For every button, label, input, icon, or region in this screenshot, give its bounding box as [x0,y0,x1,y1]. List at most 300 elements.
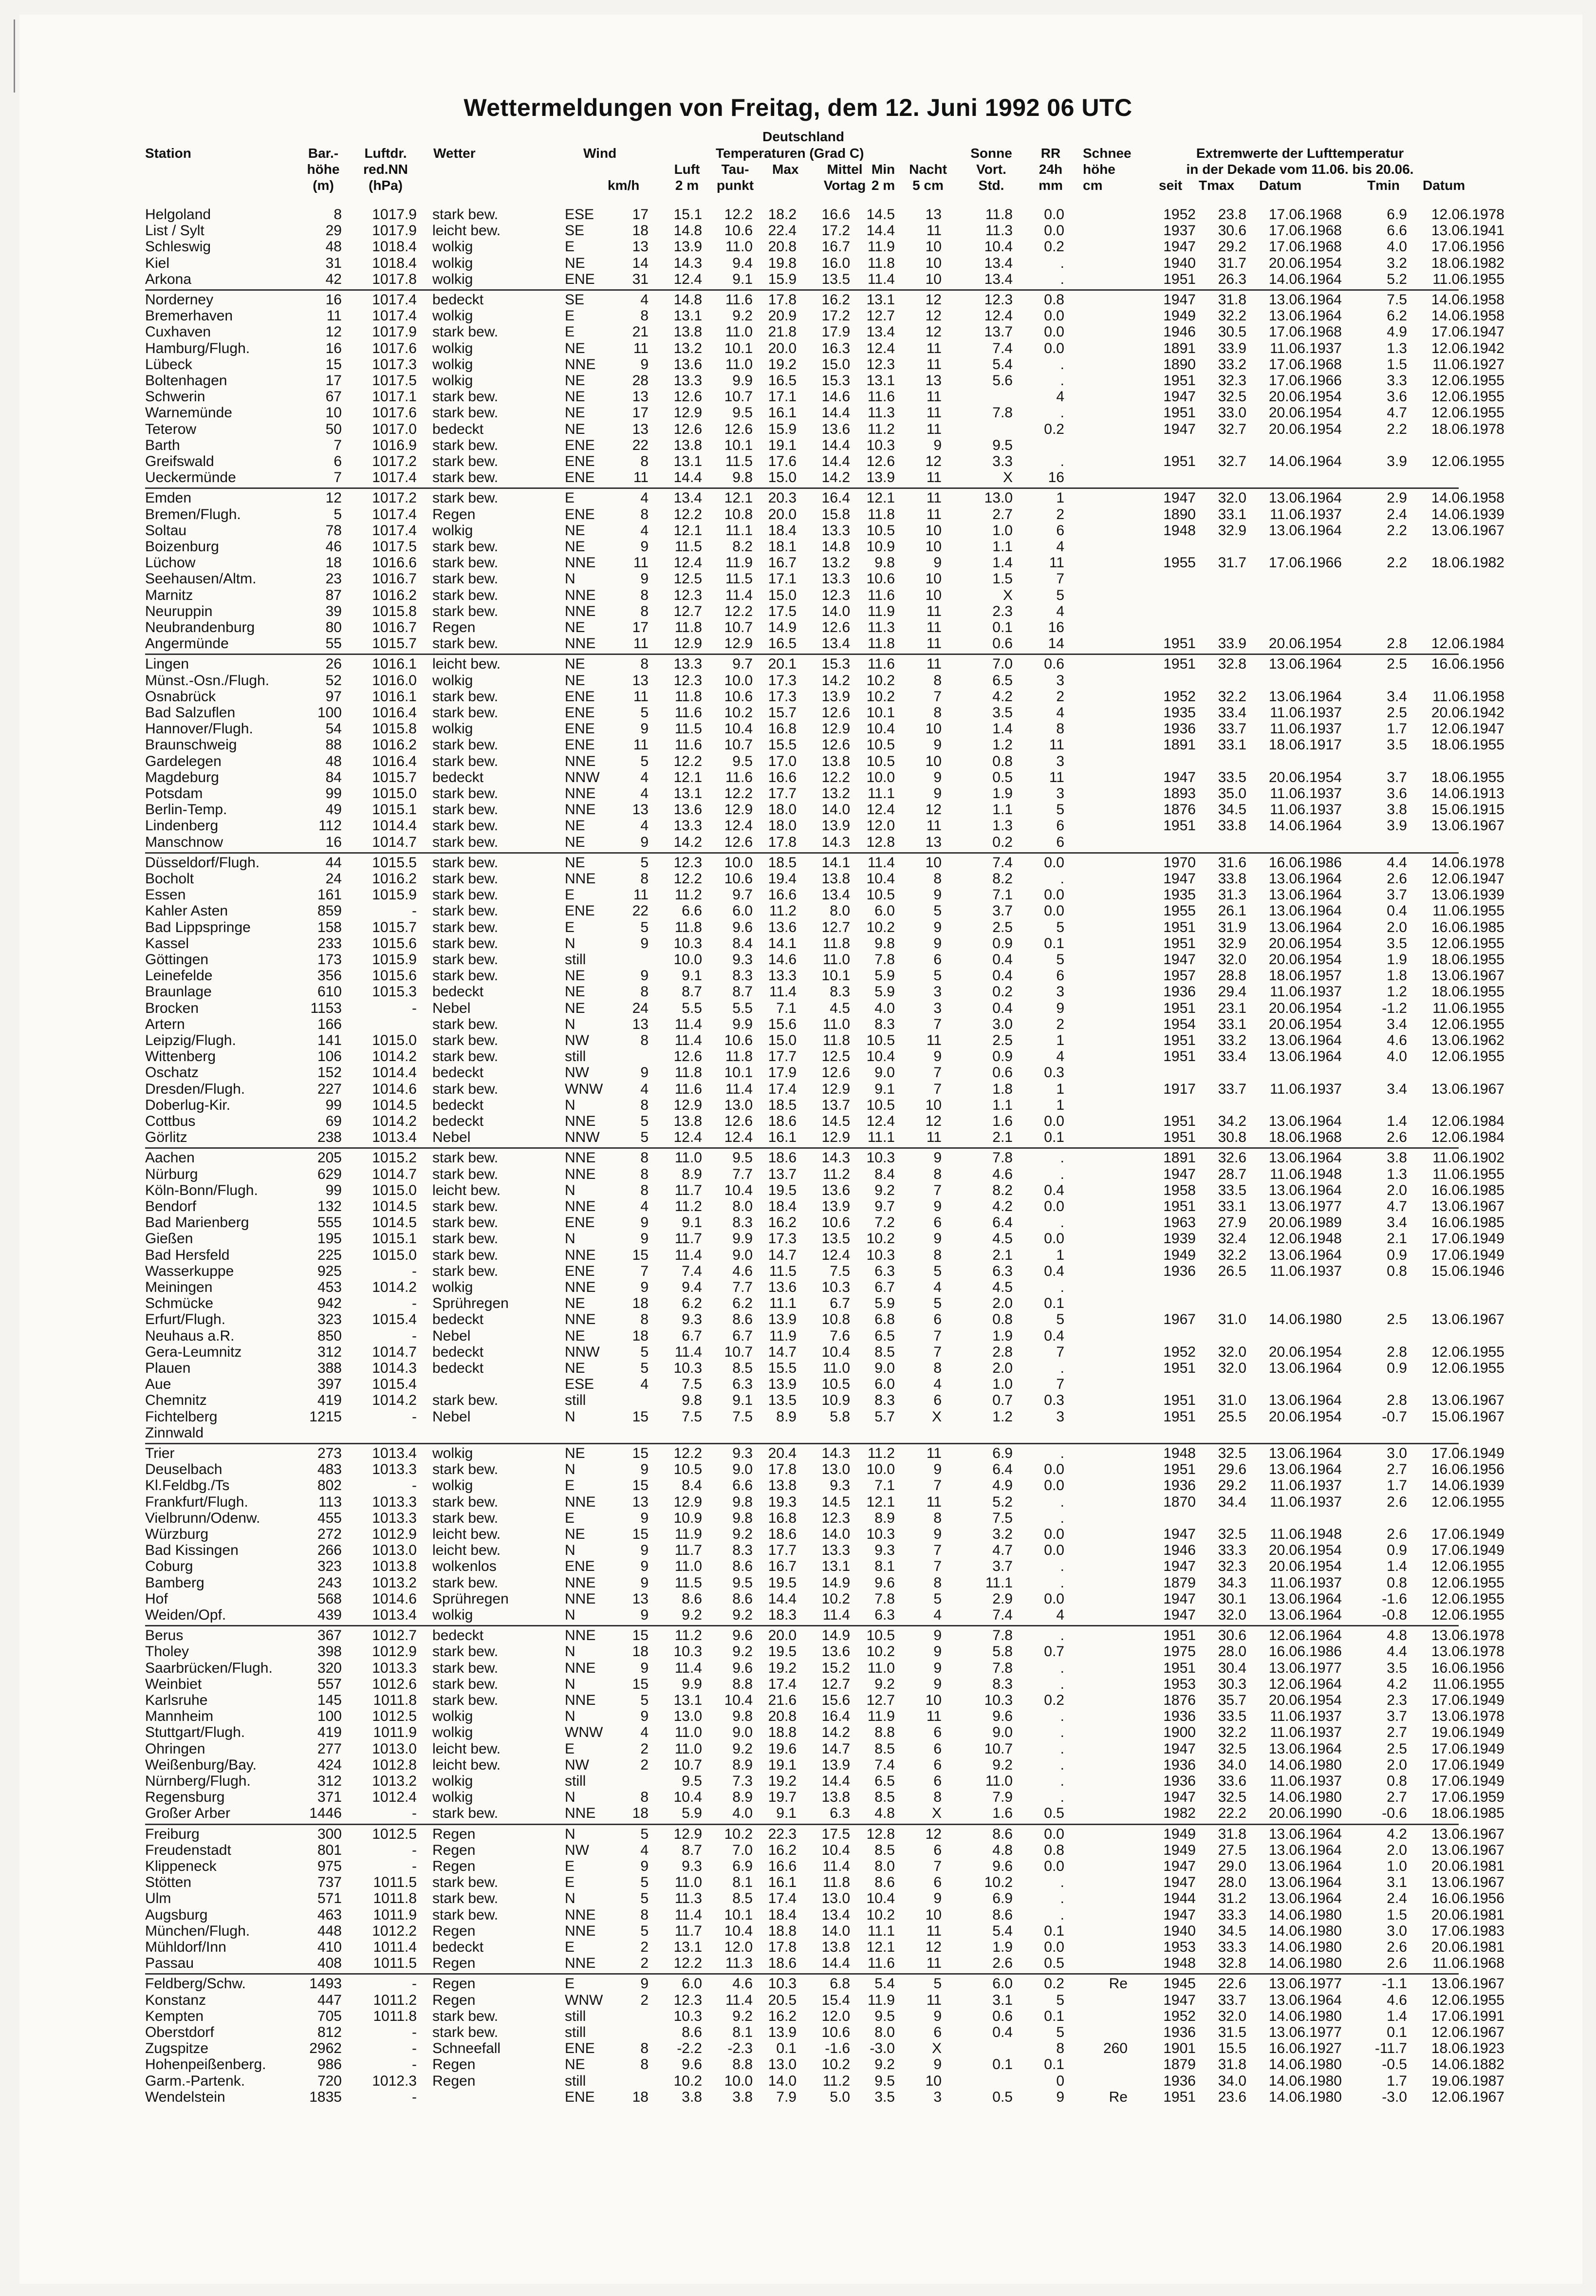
cell-tmin: 4.4 [1387,854,1407,871]
cell-temp-nacht: 7 [933,1477,942,1494]
table-row [0,1708,1596,1724]
cell-wind-richtung: NNE [565,1660,596,1676]
cell-bar-hoehe: 166 [317,1016,342,1032]
group-separator [145,1973,1459,1975]
cell-station-name: Feldberg/Schw. [145,1976,246,1992]
cell-tmax-datum: 14.06.1980 [1268,2008,1342,2024]
cell-bar-hoehe: 802 [317,1477,342,1494]
cell-tmax-datum: 20.06.1954 [1268,421,1342,437]
cell-tmin: 0.9 [1387,1247,1407,1263]
cell-taupunkt: 8.2 [732,539,753,555]
cell-tmax-datum: 20.06.1954 [1268,635,1342,652]
cell-seit: 1947 [1163,1740,1196,1757]
group-separator [145,487,1459,489]
cell-temp-mittel: 12.0 [821,2008,850,2024]
cell-wind-richtung: NE [565,1526,585,1542]
cell-luftdruck: 1014.2 [372,1113,417,1129]
cell-wind-kmh: 8 [640,1311,649,1328]
cell-tmin: 4.4 [1387,1643,1407,1660]
cell-niederschlag: . [1060,1756,1064,1773]
cell-temp-min: 5.7 [874,1408,895,1425]
cell-sonne: 7.8 [992,1627,1013,1644]
cell-wind-richtung: NE [565,2056,585,2073]
cell-temp-mittel: 14.4 [821,1773,850,1789]
cell-temp-luft: 9.1 [682,968,702,984]
cell-tmin: 2.6 [1387,1526,1407,1542]
cell-sonne: 9.0 [992,1724,1013,1741]
cell-wetter: stark bew. [432,1231,499,1247]
cell-taupunkt: 6.9 [732,1858,753,1874]
table-row [0,1805,1596,1821]
cell-temp-luft: 10.5 [673,1461,702,1478]
cell-tmax-datum: 11.06.1948 [1270,1526,1342,1542]
header-min: Min 2 m [871,162,895,193]
cell-niederschlag: 11 [1049,737,1064,753]
cell-bar-hoehe: 49 [325,802,342,818]
cell-tmax: 33.0 [1218,405,1246,421]
table-row [0,2040,1596,2056]
cell-seit: 1953 [1163,1939,1196,1955]
cell-temp-min: 13.1 [866,373,895,389]
cell-seit: 1951 [1163,1660,1196,1676]
cell-temp-mittel: 14.7 [821,1740,850,1757]
cell-temp-nacht: 10 [925,255,942,271]
cell-temp-max: 19.5 [768,1574,797,1591]
cell-temp-mittel: 14.3 [821,1150,850,1166]
cell-temp-luft: 8.9 [682,1166,702,1182]
cell-temp-max: 16.5 [768,373,797,389]
cell-seit: 1936 [1163,984,1196,1000]
cell-wind-kmh: 9 [640,1231,649,1247]
table-row [0,1627,1596,1643]
cell-wetter: bedeckt [432,1627,484,1644]
cell-sonne: 1.2 [992,1408,1013,1425]
cell-niederschlag: 9 [1056,2089,1064,2105]
cell-wetter: Regen [432,1842,476,1858]
cell-tmin: 1.2 [1387,984,1407,1000]
cell-wetter: stark bew. [432,1247,499,1263]
cell-luftdruck: - [412,1295,417,1312]
cell-tmin-datum: 13.06.1967 [1431,818,1504,834]
cell-taupunkt: 12.6 [724,834,753,850]
cell-sonne: 8.6 [992,1906,1013,1923]
cell-wind-richtung: ENE [565,721,595,737]
cell-wetter: Sprühregen [432,1590,509,1607]
cell-tmin: 4.7 [1387,405,1407,421]
cell-temp-min: 10.0 [866,1461,895,1478]
cell-tmax: 32.5 [1218,1526,1246,1542]
cell-tmin-datum: 13.06.1967 [1431,1198,1504,1214]
cell-seit: 1947 [1163,1558,1196,1575]
cell-tmax-datum: 11.06.1937 [1270,1493,1342,1510]
cell-taupunkt: 11.9 [725,555,753,571]
cell-wetter: stark bew. [432,1574,499,1591]
cell-temp-nacht: 11 [926,1923,942,1939]
cell-temp-max: 16.1 [768,1129,797,1146]
cell-seit: 1951 [1163,1129,1196,1146]
cell-tmax: 32.2 [1218,1247,1246,1263]
cell-station-name: Greifswald [145,453,214,469]
cell-station-name: Bremerhaven [145,308,233,324]
cell-bar-hoehe: 801 [317,1842,342,1858]
cell-temp-mittel: 13.4 [821,887,850,903]
cell-temp-luft: 9.5 [682,1773,702,1789]
cell-tmax: 34.0 [1218,1756,1246,1773]
cell-tmin: 4.6 [1387,1032,1407,1048]
cell-wetter: stark bew. [432,818,499,834]
cell-tmin: 1.5 [1387,356,1407,373]
cell-luftdruck: 1015.8 [372,721,417,737]
cell-luftdruck: 1011.4 [373,1939,417,1955]
cell-taupunkt: 9.2 [732,1643,753,1660]
cell-bar-hoehe: 100 [317,1708,342,1725]
cell-wetter: bedeckt [432,984,484,1000]
cell-seit: 1947 [1163,1166,1196,1182]
cell-sonne: 7.9 [992,1789,1013,1806]
cell-tmax: 32.5 [1218,1445,1246,1461]
cell-wind-kmh: 18 [632,2089,649,2105]
cell-tmin-datum: 12.06.1978 [1431,206,1504,223]
cell-bar-hoehe: 132 [317,1198,342,1214]
cell-tmin-datum: 18.06.1985 [1431,1805,1504,1822]
cell-taupunkt: 3.8 [732,2089,753,2105]
cell-temp-nacht: 3 [933,1000,942,1016]
cell-seit: 1953 [1163,1676,1196,1692]
cell-tmax-datum: 14.06.1980 [1268,1955,1342,1972]
cell-temp-mittel: 11.0 [822,1016,850,1032]
cell-luftdruck: 1012.5 [372,1826,417,1842]
cell-bar-hoehe: 1153 [310,1000,342,1016]
cell-temp-min: 11.4 [867,854,895,871]
cell-seit: 1951 [1163,1461,1196,1478]
cell-temp-nacht: 7 [933,1327,942,1344]
cell-luftdruck: 1015.1 [372,802,417,818]
cell-tmin: -0.6 [1382,1805,1407,1822]
cell-niederschlag: 5 [1056,919,1064,935]
cell-temp-min: 8.5 [874,1842,895,1858]
cell-station-name: Seehausen/Altm. [145,571,257,587]
cell-wind-kmh: 9 [640,834,649,850]
cell-taupunkt: 6.2 [732,1295,753,1312]
table-row [0,1558,1596,1574]
header-mittel: Mittel Vortag [823,162,866,193]
cell-seit: 1947 [1163,1858,1196,1874]
cell-temp-nacht: 9 [933,1150,942,1166]
cell-niederschlag: 0.0 [1044,1231,1064,1247]
cell-tmax-datum: 11.06.1937 [1270,1773,1342,1789]
cell-tmin: 2.0 [1387,1182,1407,1198]
cell-temp-mittel: 17.2 [821,308,850,324]
cell-sonne: 7.4 [992,340,1013,356]
cell-tmax-datum: 13.06.1964 [1268,1182,1342,1198]
cell-temp-nacht: 7 [933,1081,942,1097]
cell-sonne: 2.1 [992,1247,1013,1263]
cell-taupunkt: 9.2 [732,1607,753,1623]
table-row [0,1360,1596,1376]
cell-bar-hoehe: 408 [317,1955,342,1972]
cell-bar-hoehe: 16 [325,340,342,356]
cell-temp-luft: 13.8 [673,324,702,340]
cell-temp-max: 17.8 [768,292,797,308]
cell-tmin-datum: 16.06.1985 [1431,1182,1504,1198]
cell-station-name: Münst.-Osn./Flugh. [145,672,270,689]
cell-luftdruck: 1013.0 [372,1740,417,1757]
header-luftdruck: Luftdr. red.NN (hPa) [363,146,408,193]
cell-temp-min: 9.2 [874,1182,895,1198]
cell-wind-kmh: 8 [640,1906,649,1923]
cell-luftdruck: 1013.3 [372,1461,417,1478]
cell-niederschlag: 7 [1056,571,1064,587]
cell-wind-richtung: N [565,1890,575,1907]
header-nacht: Nacht 5 cm [909,162,947,193]
cell-temp-nacht: 9 [933,1231,942,1247]
cell-niederschlag: 2 [1056,688,1064,705]
cell-sonne: 1.0 [992,522,1013,539]
cell-bar-hoehe: 986 [317,2056,342,2073]
cell-wetter: stark bew. [432,2024,499,2040]
cell-niederschlag: 0.0 [1044,308,1064,324]
cell-temp-nacht: 11 [926,469,942,486]
cell-temp-luft: 11.5 [674,539,702,555]
cell-wetter: leicht bew. [432,1740,501,1757]
cell-temp-luft: 10.4 [673,1789,702,1806]
cell-bar-hoehe: 67 [325,389,342,405]
cell-luftdruck: 1017.5 [372,539,417,555]
cell-taupunkt: 9.8 [732,469,753,486]
cell-station-name: Tholey [145,1643,189,1660]
cell-temp-max: 14.4 [768,1590,797,1607]
cell-luftdruck: 1012.7 [372,1627,417,1644]
cell-luftdruck: 1014.6 [372,1590,417,1607]
cell-niederschlag: . [1060,356,1064,373]
table-row [0,1907,1596,1923]
cell-temp-max: 20.1 [768,656,797,672]
cell-luftdruck: 1017.4 [372,522,417,539]
cell-niederschlag: 0.5 [1044,1805,1064,1822]
table-row [0,769,1596,785]
cell-tmin: 1.0 [1387,1858,1407,1874]
cell-temp-mittel: 14.0 [821,1526,850,1542]
cell-temp-max: 20.0 [768,340,797,356]
cell-tmin: 2.3 [1387,1692,1407,1708]
cell-luftdruck: 1015.0 [372,1247,417,1263]
cell-tmax: 28.7 [1218,1166,1246,1182]
cell-sonne: 6.4 [992,1214,1013,1231]
cell-taupunkt: 8.5 [732,1360,753,1376]
cell-bar-hoehe: 141 [317,1032,342,1048]
cell-seit: 1936 [1163,721,1196,737]
cell-station-name: Plauen [145,1360,191,1376]
cell-temp-mittel: 10.1 [821,968,850,984]
cell-sonne: 10.3 [984,1692,1013,1708]
cell-temp-nacht: 11 [926,619,942,635]
cell-seit: 1948 [1163,1955,1196,1972]
cell-wetter: stark bew. [432,1660,499,1676]
cell-niederschlag: 5 [1056,802,1064,818]
cell-seit: 1951 [1163,1048,1196,1065]
cell-taupunkt: 10.7 [724,737,753,753]
cell-temp-max: 15.0 [768,1032,797,1048]
cell-temp-nacht: 8 [933,672,942,689]
cell-wetter: leicht bew. [432,656,501,672]
cell-temp-nacht: 7 [933,688,942,705]
cell-station-name: Oberstdorf [145,2024,214,2040]
cell-temp-min: 12.6 [866,453,895,469]
cell-seit: 1876 [1163,802,1196,818]
cell-temp-luft: 12.9 [673,1097,702,1113]
cell-tmin: 3.0 [1387,1445,1407,1461]
cell-temp-mittel: 11.4 [822,1858,850,1874]
cell-bar-hoehe: 300 [317,1826,342,1842]
cell-wetter: stark bew. [432,802,499,818]
cell-luftdruck: 1017.2 [372,453,417,469]
cell-tmax: 29.4 [1218,984,1246,1000]
cell-temp-max: 11.9 [769,1327,797,1344]
cell-wind-kmh: 11 [633,887,649,903]
cell-wind-richtung: NE [565,1360,585,1376]
cell-bar-hoehe: 397 [317,1376,342,1393]
cell-tmax: 28.0 [1218,1643,1246,1660]
cell-wind-richtung: NE [565,1000,585,1016]
cell-tmax: 33.7 [1218,721,1246,737]
cell-station-name: Potsdam [145,785,203,802]
cell-wind-richtung: N [565,1461,575,1478]
cell-bar-hoehe: 439 [317,1607,342,1623]
cell-wind-kmh: 15 [632,1408,649,1425]
cell-station-name: Emden [145,490,192,506]
cell-wetter: bedeckt [432,292,484,308]
cell-seit: 1951 [1163,405,1196,421]
cell-seit: 1937 [1163,223,1196,239]
cell-temp-max: 20.0 [768,1627,797,1644]
cell-tmin-datum: 11.06.1968 [1432,1955,1504,1972]
cell-temp-luft: 14.4 [673,469,702,486]
cell-temp-max: 18.2 [768,206,797,223]
cell-sonne: 6.0 [992,1976,1013,1992]
cell-wind-kmh: 4 [640,1198,649,1214]
cell-taupunkt: 10.1 [724,1064,753,1081]
group-separator [145,1147,1459,1149]
cell-temp-nacht: 5 [933,903,942,919]
cell-wind-kmh: 9 [640,1660,649,1676]
cell-temp-luft: 11.8 [674,1064,702,1081]
cell-luftdruck: 1015.2 [372,1150,417,1166]
cell-wind-kmh: 9 [640,539,649,555]
cell-tmax: 32.8 [1218,1955,1246,1972]
cell-wind-kmh: 18 [632,1295,649,1312]
cell-wind-kmh: 11 [633,635,649,652]
cell-station-name: Nürburg [145,1166,198,1182]
cell-wind-kmh: 5 [640,1890,649,1907]
cell-wind-kmh: 2 [640,1756,649,1773]
cell-temp-mittel: 11.4 [822,1607,850,1623]
cell-temp-min: 8.3 [874,1016,895,1032]
cell-wind-kmh: 13 [632,1016,649,1032]
cell-temp-luft: 12.9 [673,635,702,652]
cell-seit: 1947 [1163,421,1196,437]
cell-seit: 1936 [1163,1756,1196,1773]
cell-niederschlag: . [1060,453,1064,469]
cell-temp-luft: 11.6 [674,705,702,721]
cell-wetter: bedeckt [432,1360,484,1376]
cell-luftdruck: 1012.9 [372,1526,417,1542]
cell-temp-mittel: 13.8 [821,871,850,887]
cell-taupunkt: 8.6 [732,1311,753,1328]
cell-tmin-datum: 17.06.1949 [1431,1756,1504,1773]
cell-wetter: stark bew. [432,1166,499,1182]
cell-seit: 1947 [1163,769,1196,785]
cell-temp-min: 6.5 [874,1773,895,1789]
cell-wetter: stark bew. [432,1032,499,1048]
cell-temp-mittel: 14.4 [821,1955,850,1972]
cell-temp-mittel: 12.9 [821,1129,850,1146]
cell-taupunkt: 9.9 [732,1016,753,1032]
cell-niederschlag: . [1060,1874,1064,1891]
cell-temp-luft: 9.2 [682,1607,702,1623]
cell-wind-richtung: NNE [565,785,596,802]
cell-temp-max: 16.1 [768,1874,797,1891]
cell-tmax-datum: 13.06.1964 [1268,522,1342,539]
group-separator [145,1443,1459,1444]
cell-bar-hoehe: 99 [325,1097,342,1113]
cell-temp-nacht: 13 [925,206,942,223]
cell-wind-kmh: 18 [632,1805,649,1822]
cell-temp-luft: 11.4 [674,1660,702,1676]
cell-temp-max: 20.0 [768,506,797,523]
cell-station-name: Boizenburg [145,539,219,555]
cell-wind-kmh: 9 [640,1976,649,1992]
cell-temp-max: 15.5 [768,1360,797,1376]
cell-temp-min: 9.7 [874,1198,895,1214]
cell-wetter: wolkig [432,356,473,373]
cell-niederschlag: 0.0 [1044,887,1064,903]
cell-station-name: Manschnow [145,834,223,850]
cell-temp-max: 20.9 [768,308,797,324]
cell-station-name: Ulm [145,1890,171,1907]
cell-temp-min: 10.5 [866,522,895,539]
cell-temp-max: 17.3 [768,672,797,689]
cell-temp-min: 12.0 [866,818,895,834]
cell-luftdruck: 1016.4 [372,753,417,769]
cell-seit: 1936 [1163,1773,1196,1789]
cell-wind-kmh: 9 [640,1279,649,1295]
cell-niederschlag: 0.0 [1044,1542,1064,1559]
cell-seit: 1879 [1163,1574,1196,1591]
cell-tmax: 32.9 [1218,522,1246,539]
cell-taupunkt: 9.2 [732,308,753,324]
cell-temp-max: 14.6 [768,952,797,968]
cell-temp-min: 13.4 [866,324,895,340]
cell-seit: 1935 [1163,887,1196,903]
table-row [0,255,1596,271]
table-row [0,271,1596,287]
cell-tmin-datum: 14.06.1913 [1431,785,1504,802]
cell-sonne: 0.7 [992,1392,1013,1409]
cell-temp-luft: 10.3 [673,2008,702,2024]
cell-seit: 1963 [1163,1214,1196,1231]
cell-temp-min: 9.8 [874,935,895,952]
cell-luftdruck: 1016.2 [372,871,417,887]
cell-temp-mittel: 12.9 [821,1081,850,1097]
cell-station-name: Leinefelde [145,968,213,984]
cell-tmax-datum: 14.06.1980 [1268,1923,1342,1939]
cell-wetter: stark bew. [432,1805,499,1822]
cell-luftdruck: 1014.5 [372,1198,417,1214]
table-row [0,1461,1596,1477]
cell-temp-nacht: 11 [926,421,942,437]
cell-niederschlag: 0.1 [1044,1923,1064,1939]
cell-bar-hoehe: 205 [317,1150,342,1166]
